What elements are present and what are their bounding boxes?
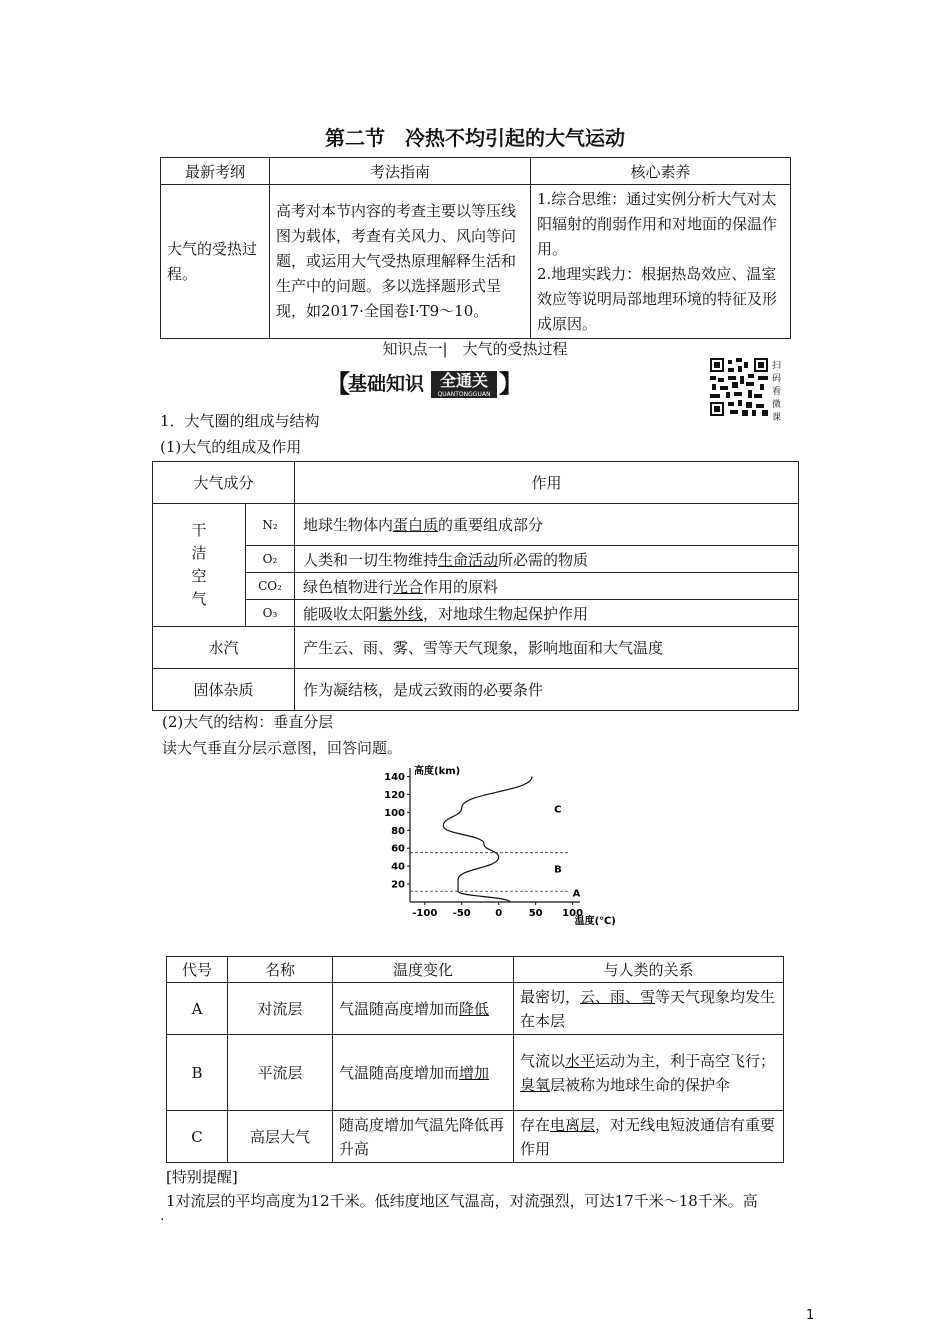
section-1-heading: 1．大气圈的组成与结构	[160, 412, 320, 430]
qr-code-icon	[710, 358, 768, 416]
page-number: 1	[806, 1308, 815, 1323]
x-tick-label: -50	[452, 908, 471, 919]
header-guide: 考法指南	[270, 158, 531, 185]
badge-text: 基础知识	[348, 373, 425, 395]
layer-label-c: C	[554, 804, 562, 816]
key-photo: 光合	[393, 577, 424, 596]
gas-n2: N₂	[246, 504, 295, 546]
y-tick-label: 120	[384, 789, 405, 801]
header-relation: 与人类的关系	[514, 957, 784, 983]
literacy-1: 1.综合思维：通过实例分析大气对太阳辐射的削弱作用和对地面的保温作用。	[537, 189, 778, 258]
y-tick-label: 60	[391, 843, 405, 855]
cell-outline: 大气的受热过程。	[161, 185, 270, 339]
component-vapor: 水汽	[153, 627, 295, 669]
header-outline: 最新考纲	[161, 158, 270, 185]
layer-b-relation: 气流以水平运动为主，利于高空飞行；臭氧层被称为地球生命的保护伞	[514, 1035, 784, 1111]
section-1-1-heading: (1)大气的组成及作用	[160, 438, 302, 456]
component-solid: 固体杂质	[153, 669, 295, 711]
composition-table	[152, 461, 799, 711]
cell-guide: 高考对本节内容的考查主要以等压线图为载体，考查有关风力、风向等问题，或运用大气受热原理解释生活和生产中的问题。多以选择题形式呈现，如2017·全国卷Ⅰ·T9～10。	[270, 185, 531, 339]
layer-c-relation: 存在电离层，对无线电短波通信有重要作用	[514, 1111, 784, 1163]
section-1-2-heading: (2)大气的结构：垂直分层	[162, 713, 334, 731]
layer-c-code: C	[167, 1111, 228, 1163]
key-uv: 紫外线	[378, 604, 424, 623]
layer-c-temp: 随高度增加气温先降低再升高	[333, 1111, 514, 1163]
y-tick-label: 40	[391, 861, 405, 873]
gas-o2: O₂	[246, 546, 295, 573]
header-name: 名称	[228, 957, 333, 983]
layer-b-name: 平流层	[228, 1035, 333, 1111]
x-tick-label: 100	[562, 908, 584, 919]
temperature-curve	[443, 776, 532, 902]
dry-air-label: 干洁空气	[153, 504, 246, 627]
bracket-right: 】	[499, 370, 523, 398]
x-tick-label: 50	[528, 908, 543, 919]
layer-a-relation: 最密切，云、雨、雪等天气现象均发生在本层	[514, 983, 784, 1035]
key-protein: 蛋白质	[393, 516, 439, 534]
instruction-text: 读大气垂直分层示意图，回答问题。	[162, 739, 403, 757]
gas-o3: O₃	[246, 600, 295, 627]
layer-a-temp: 气温随高度增加而降低	[333, 983, 514, 1035]
note-bullet: .	[160, 1208, 165, 1224]
layer-a-code: A	[167, 983, 228, 1035]
special-reminder: [特别提醒]	[166, 1168, 238, 1186]
header-temp: 温度变化	[333, 957, 514, 983]
layer-a-name: 对流层	[228, 983, 333, 1035]
role-o3: 能吸收太阳紫外线，对地球生物起保护作用	[295, 600, 799, 627]
layer-label-a: A	[572, 888, 581, 900]
y-tick-label: 20	[391, 879, 405, 891]
header-code: 代号	[167, 957, 228, 983]
atmosphere-layers-chart	[370, 762, 616, 930]
x-tick-label: 0	[495, 908, 503, 919]
y-axis-label: 高度(km)	[414, 766, 461, 777]
cell-literacy	[531, 185, 791, 339]
role-n2: 地球生物体内蛋白质的重要组成部分	[295, 504, 799, 546]
knowledge-point-title: 知识点一| 大气的受热过程	[382, 340, 568, 358]
x-tick-label: -100	[412, 908, 438, 919]
layer-table	[166, 956, 784, 1163]
y-tick-label: 100	[384, 807, 405, 819]
layer-c-name: 高层大气	[228, 1111, 333, 1163]
exam-outline-table	[160, 157, 791, 339]
layer-b-temp: 气温随高度增加而增加	[333, 1035, 514, 1111]
header-literacy: 核心素养	[531, 158, 791, 185]
layer-label-b: B	[554, 864, 562, 876]
reminder-note: 1对流层的平均高度为12千米。低纬度地区气温高，对流强烈，可达17千米～18千米。高	[166, 1192, 758, 1210]
section-badge	[326, 369, 526, 399]
role-o2: 人类和一切生物维持生命活动所必需的物质	[295, 546, 799, 573]
scan-hint: 扫码看微课	[772, 361, 782, 423]
badge-highlight: 全通关	[431, 371, 497, 391]
y-tick-label: 140	[384, 771, 405, 783]
literacy-2: 2.地理实践力：根据热岛效应、温室效应等说明局部地理环境的特征及形成原因。	[537, 264, 778, 333]
gas-co2: CO₂	[246, 573, 295, 600]
role-vapor: 产生云、雨、雾、雪等天气现象，影响地面和大气温度	[295, 627, 799, 669]
page-title: 第二节 冷热不均引起的大气运动	[325, 126, 625, 150]
key-life: 生命活动	[438, 550, 499, 569]
badge-sub: QUANTONGGUAN	[431, 391, 497, 398]
role-solid: 作为凝结核，是成云致雨的必要条件	[295, 669, 799, 711]
role-co2: 绿色植物进行光合作用的原料	[295, 573, 799, 600]
x-axis-label: 温度(℃)	[574, 916, 616, 927]
layer-b-code: B	[167, 1035, 228, 1111]
y-tick-label: 80	[391, 825, 405, 837]
bracket-left: 【	[326, 370, 350, 398]
header-component: 大气成分	[153, 462, 295, 504]
header-role: 作用	[295, 462, 799, 504]
